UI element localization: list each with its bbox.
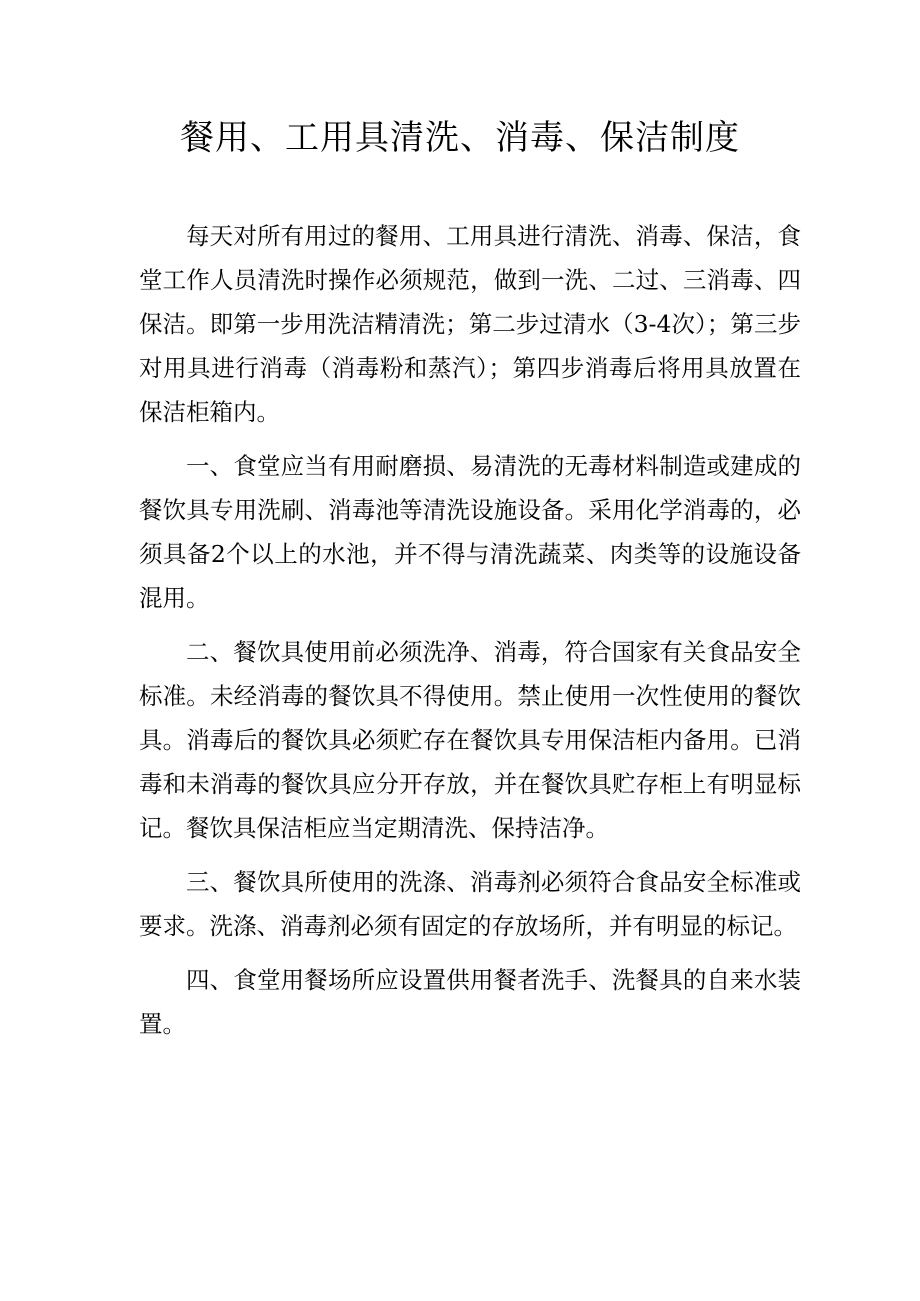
- paragraph-item-4: 四、食堂用餐场所应设置供用餐者洗手、洗餐具的自来水装置。: [139, 966, 801, 1038]
- paragraph-item-3: 三、餐饮具所使用的洗涤、消毒剂必须符合食品安全标准或要求。洗涤、消毒剂必须有固定的存放场所，并有明显的标记。: [139, 868, 801, 940]
- paragraph-item-2: 二、餐饮具使用前必须洗净、消毒，符合国家有关食品安全标准。未经消毒的餐饮具不得使用。禁止使用一次性使用的餐饮具。消毒后的餐饮具必须贮存在餐饮具专用保洁柜内备用。已消毒和未消毒的餐饮具应分开存放，并在餐饮具贮存柜上有明显标记。餐饮具保洁柜应当定期清洗、保持洁净。: [139, 638, 801, 842]
- document-body: [139, 214, 801, 1056]
- document-title: 餐用、工用具清洗、消毒、保洁制度: [180, 118, 740, 158]
- paragraph-item-1: 一、食堂应当有用耐磨损、易清洗的无毒材料制造或建成的餐饮具专用洗刷、消毒池等清洗设施设备。采用化学消毒的，必须具备2个以上的水池，并不得与清洗蔬菜、肉类等的设施设备混用。: [139, 452, 801, 612]
- paragraph-intro: 每天对所有用过的餐用、工用具进行清洗、消毒、保洁，食堂工作人员清洗时操作必须规范，做到一洗、二过、三消毒、四保洁。即第一步用洗洁精清洗；第二步过清水（3-4次）；第三步对用具进行消毒（消毒粉和蒸汽）；第四步消毒后将用具放置在保洁柜箱内。: [139, 222, 801, 426]
